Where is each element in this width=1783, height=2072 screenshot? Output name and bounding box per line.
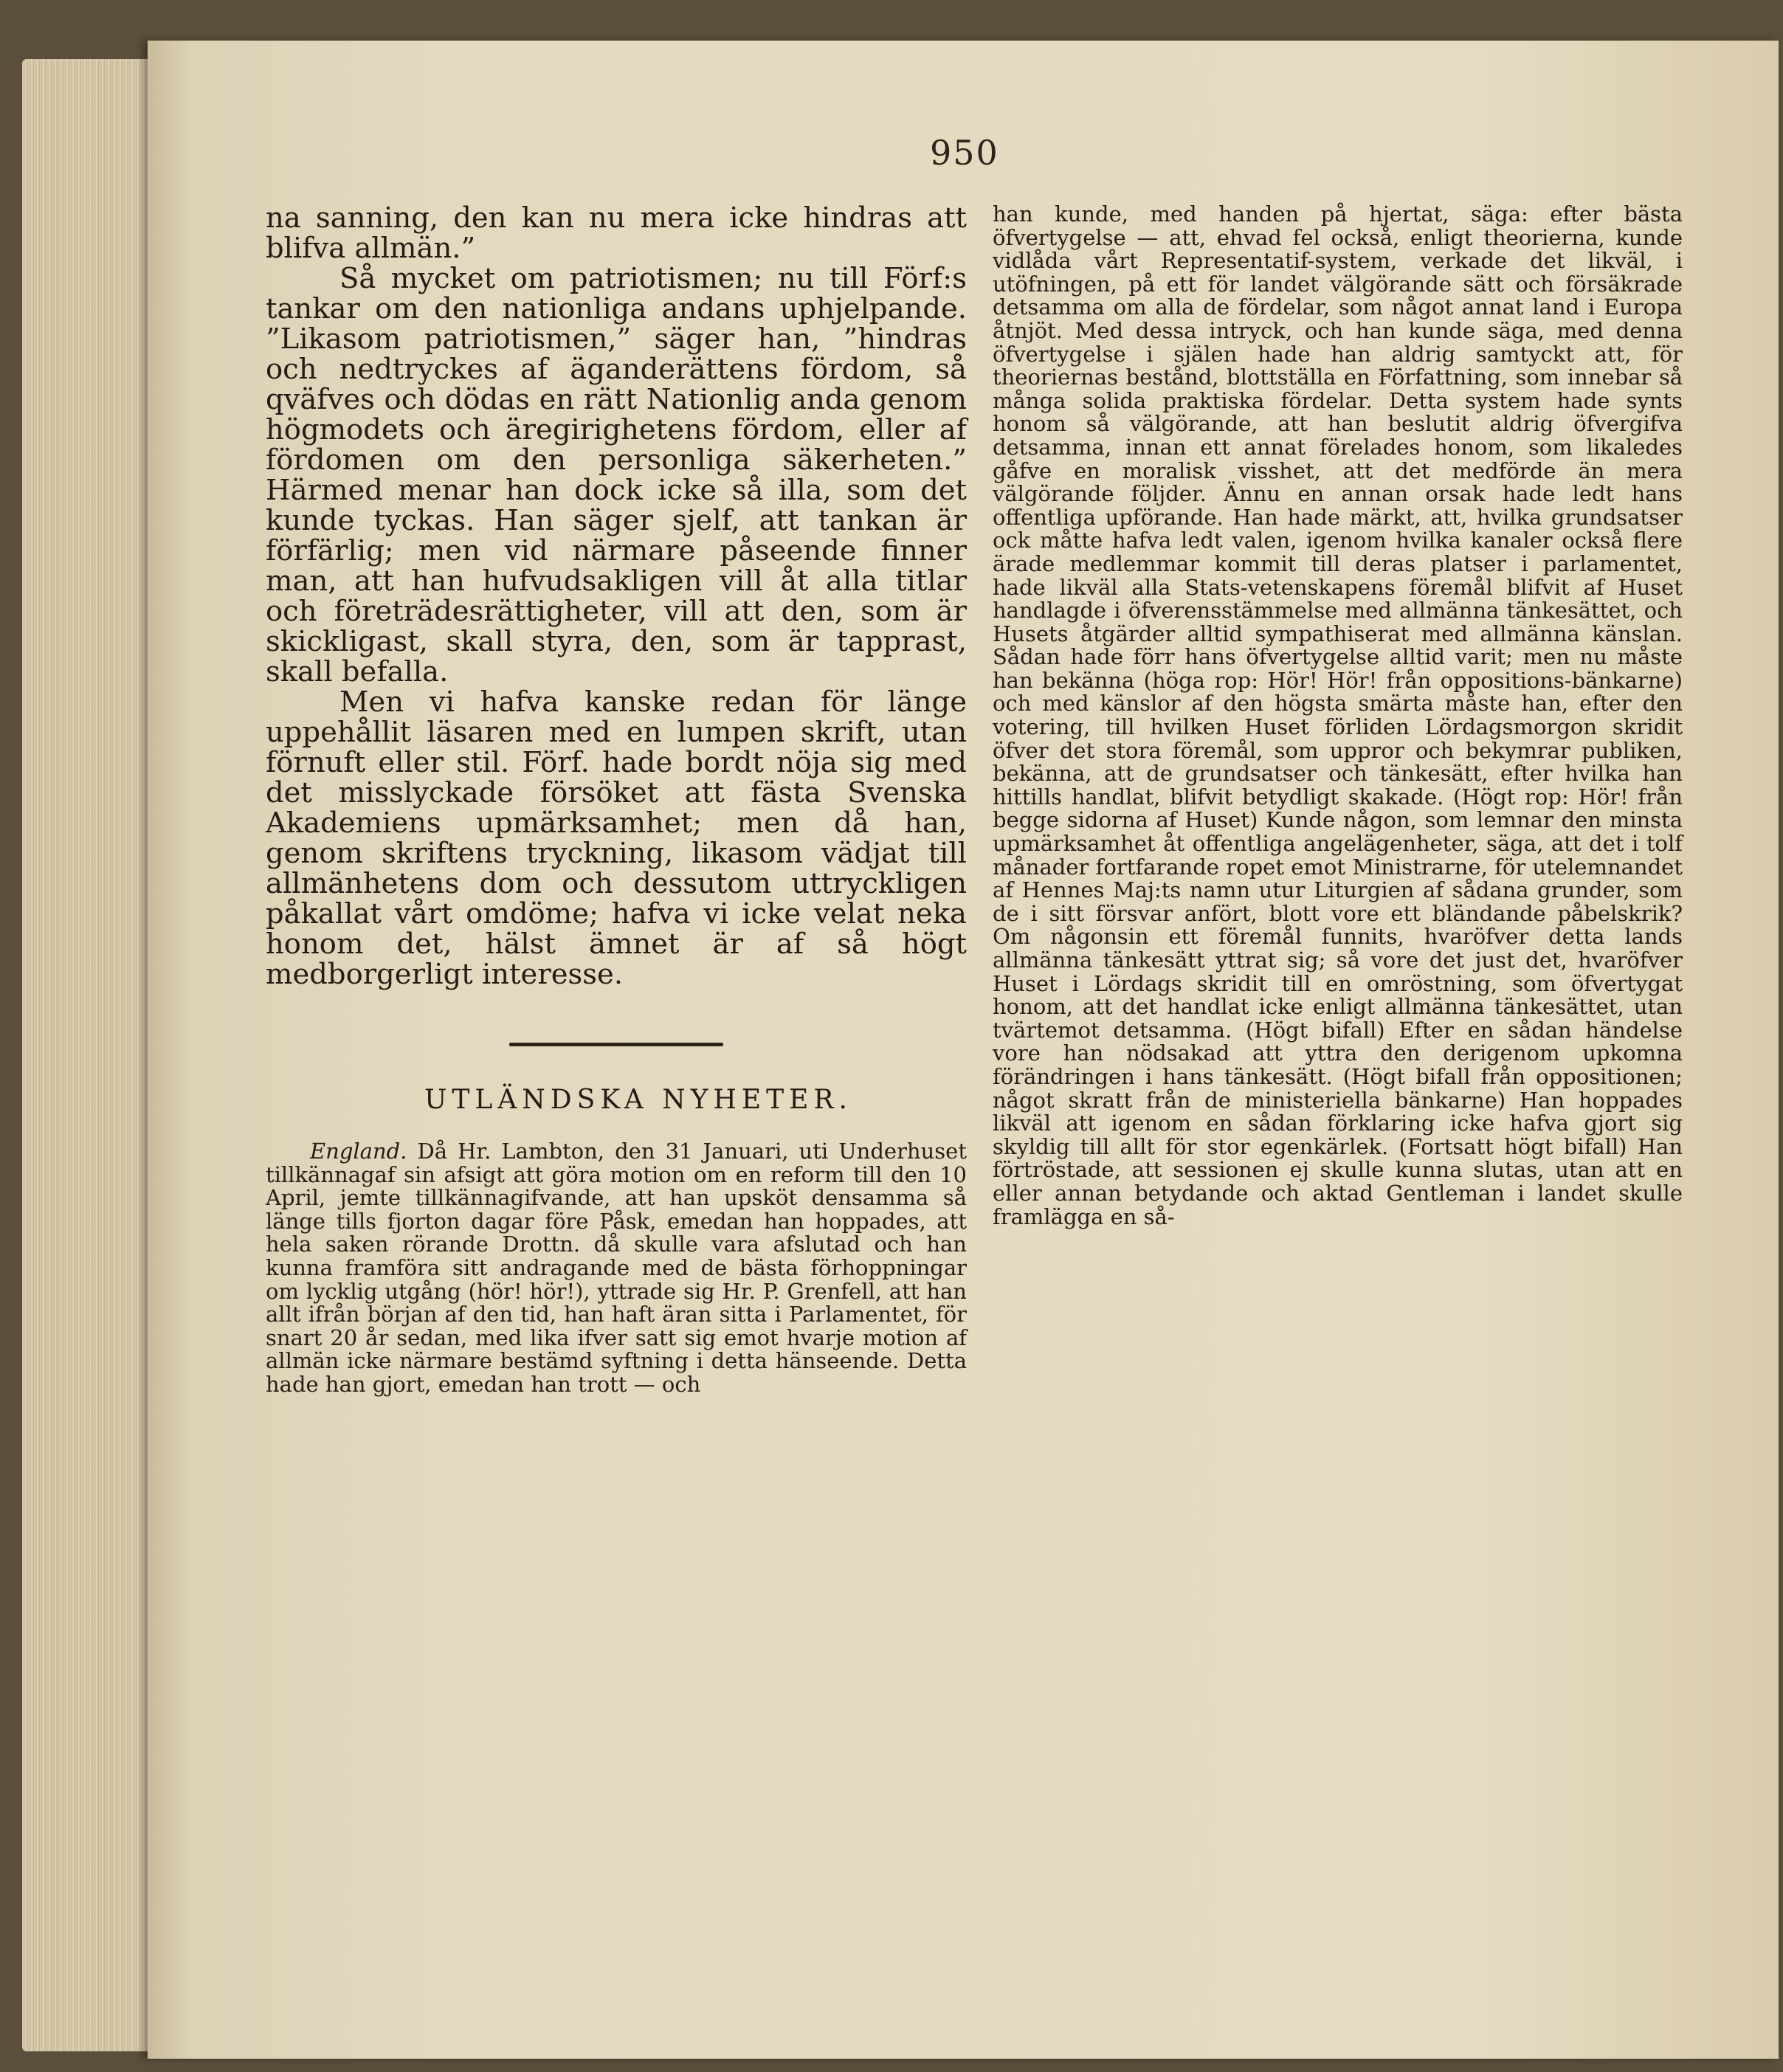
paragraph: Så mycket om patriotismen; nu till Förf:s tankar om den nationliga andans uphjelpande. ”Likasom patriotismen,” säger han, ”hindras och nedtryckes af äganderättens fördom, så qväfves och dödas en rätt Nationlig anda genom högmodets och äregirighetens fördom, eller af fördomen om den personliga säkerheten.” Härmed menar han dock icke så illa, som det kunde tyckas. Han säger sjelf, att tankan är förfärlig; men vid närmare påseende finner man, att han hufvudsakligen vill åt alla titlar och företrädesrättigheter, vill att den, som är skickligast, skall styra, den, som är tapprast, skall befalla. xyxy=(266,262,967,688)
news-text: Då Hr. Lambton, den 31 Januari, uti Underhuset tillkännagaf sin afsigt att göra motion om en reform till den 10 April, jemte tillkännagifvande, att han upsköt densamma så länge tills fjorton dagar före Påsk, emedan han hoppades, att hela saken rörande Drottn. då skulle vara afslutad och han kunna framföra sitt andragande med de bästa förhoppningar om lycklig utgång (hör! hör!), yttrade sig Hr. P. Grenfell, att han allt ifrån början af den tid, han haft äran sitta i Parlamentet, för snart 20 år sedan, med lika ifver satt sig emot hvarje motion af allmän icke närmare bestämd syftning i detta hänseende. Detta hade han gjort, emedan han trott — och xyxy=(266,1139,967,1397)
news-continuation: han kunde, med handen på hjertat, säga: efter bästa öfvertygelse — att, ehvad fel också, enligt theorierna, kunde vidlåda vårt Representatif-system, verkade det likväl, i utöfningen, på ett för landet välgörande sätt och försäkrade detsamma om alla de fördelar, som något annat land i Europa åtnjöt. Med dessa intryck, och han kunde säga, med denna öfvertygelse i själen hade han aldrig samtyckt att, för theoriernas bestånd, blottställa en Författning, som innebar så många solida praktiska fördelar. Detta system hade synts honom så välgörande, att han beslutit aldrig öfvergifva detsamma, innan ett annat förelades honom, som likaledes gåfve en moralisk visshet, att det medförde än mera välgörande följder. Ännu en annan orsak hade ledt hans offentliga upförande. Han hade märkt, att, hvilka grundsatser ock måtte hafva ledt valen, igenom hvilka kanaler också flere ärade medlemmar kommit till deras platser i parlamentet, hade likväl alla Stats-vetenskapens föremål blifvit af Huset handlagde i öfverensstämmelse med allmänna tänkesättet, och Husets åtgärder alltid sympathiserat med allmänna känslan. Sådan hade förr hans öfvertygelse alltid varit; men nu måste han bekänna (höga rop: Hör! Hör! från oppositions-bänkarne) och med känslor af den högsta smärta måste han, efter den votering, till hvilken Huset förliden Lördagsmorgon skridit öfver det stora föremål, som uppror och bekymrar publiken, bekänna, att de grundsatser och tänkesätt, efter hvilka han hittills handlat, blifvit betydligt skakade. (Högt rop: Hör! från begge sidorna af Huset) Kunde någon, som lemnar den minsta upmärksamhet åt offentliga angelägenheter, säga, att det i tolf månader fortfarande ropet emot Ministrarne, för utelemnandet af Hennes Maj:ts namn utur Liturgien af sådana grunder, som de i sitt försvar anfört, blott vore ett bländande påbelskrik? Om någonsin ett föremål funnits, hvaröfver detta lands allmänna tänkesätt yttrat sig; så vore det just det, hvaröfver Huset i Lördags skridit till en omröstning, som öfvertygat honom, att det handlat icke enligt allmänna tänkesättet, utan tvärtemot detsamma. (Högt bifall) Efter en sådan händelse vore han nödsakad att yttra den derigenom upkomna förändringen i hans tänkesätt. (Högt bifall från oppositionen; något skratt från de ministeriella bänkarne) Han hoppades likväl att igenom en sådan förklaring icke hafva gjort sig skyldig till allt för stor egenkärlek. (Fortsatt högt bifall) Han förtröstade, att sessionen ej skulle kunna slutas, utan att en eller annan betydande och aktad Gentleman i landet skulle framlägga en så- xyxy=(993,201,1683,1229)
page-number: 950 xyxy=(930,133,999,173)
right-column xyxy=(993,203,1683,1229)
left-column xyxy=(266,203,967,1397)
section-divider xyxy=(509,1043,723,1046)
news-place: England. xyxy=(310,1139,407,1164)
section-heading: UTLÄNDSKA NYHETER. xyxy=(424,1085,852,1115)
paragraph: na sanning, den kan nu mera icke hindras att blifva allmän.” xyxy=(266,201,967,265)
paragraph: Men vi hafva kanske redan för länge uppehållit läsaren med en lumpen skrift, utan förnuft eller stil. Förf. hade bordt nöja sig med det misslyckade försöket att fästa Svenska Akademiens upmärksamhet; men då han, genom skriftens tryckning, likasom vädjat till allmänhetens dom och dessutom uttryckligen påkallat vårt omdöme; hafva vi icke velat neka honom det, hälst ämnet är af så högt medborgerligt interesse. xyxy=(266,686,967,991)
news-paragraph xyxy=(266,1140,967,1397)
